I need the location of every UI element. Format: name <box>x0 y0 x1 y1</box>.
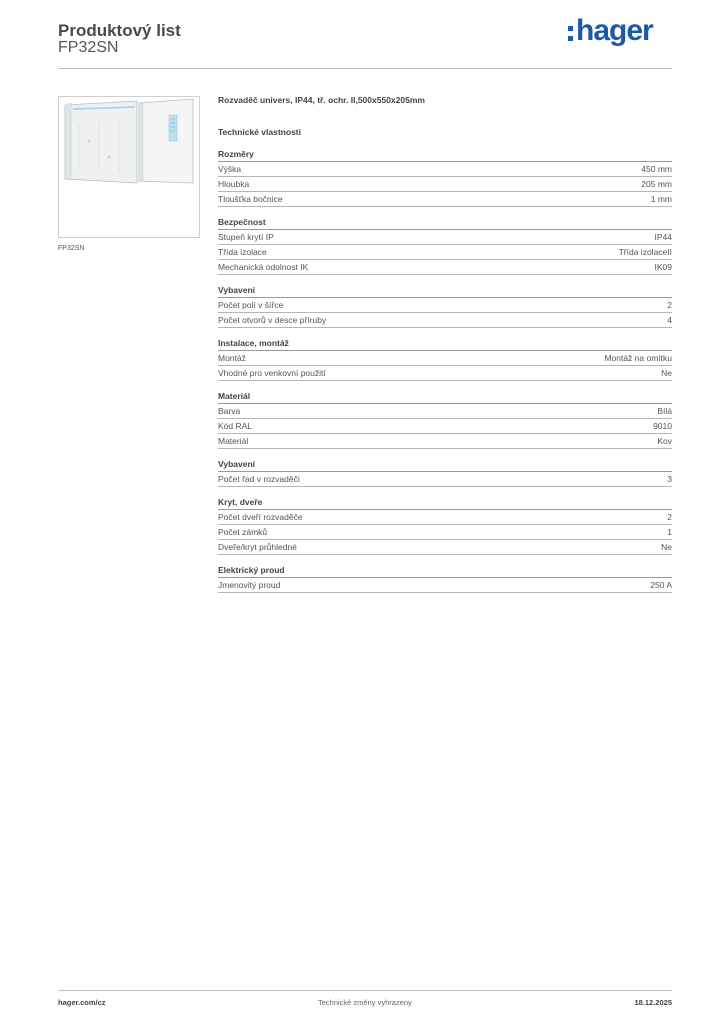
spec-row <box>218 434 672 449</box>
spec-label: Mechanická odolnost IK <box>218 262 309 272</box>
product-code: FP32SN <box>58 39 119 56</box>
spec-label: Třída izolace <box>218 247 267 257</box>
spec-label: Počet řad v rozvaděči <box>218 474 300 484</box>
spec-row <box>218 540 672 555</box>
spec-sections <box>218 148 672 593</box>
spec-section <box>218 337 672 381</box>
product-image <box>58 96 200 238</box>
logo-dots-icon <box>568 26 573 41</box>
section-title: Vybavení <box>218 458 672 472</box>
page-title: Produktový list <box>58 21 181 40</box>
spec-value: 1 mm <box>650 194 672 204</box>
spec-row <box>218 260 672 275</box>
spec-value: Ne <box>661 368 672 378</box>
footer-website-link[interactable]: hager.com/cz <box>58 998 106 1007</box>
spec-row <box>218 192 672 207</box>
spec-section <box>218 458 672 487</box>
logo-text: hager <box>576 14 653 47</box>
spec-label: Materiál <box>218 436 249 446</box>
spec-value: 3 <box>667 474 672 484</box>
spec-value: Třída izolaceII <box>618 247 672 257</box>
spec-label: Jmenovitý proud <box>218 580 281 590</box>
footer-notice: Technické změny vyhrazeny <box>318 998 412 1007</box>
spec-section <box>218 496 672 555</box>
spec-value: 9010 <box>653 421 672 431</box>
spec-label: Výška <box>218 164 242 174</box>
footer-divider <box>58 990 672 991</box>
spec-section <box>218 216 672 275</box>
spec-label: Vhodné pro venkovní použití <box>218 368 326 378</box>
spec-value: 450 mm <box>641 164 672 174</box>
spec-value: Bílá <box>657 406 672 416</box>
spec-row <box>218 404 672 419</box>
spec-row <box>218 366 672 381</box>
spec-row <box>218 298 672 313</box>
section-title: Instalace, montáž <box>218 337 672 351</box>
spec-section <box>218 564 672 593</box>
spec-value: 250 A <box>650 580 672 590</box>
spec-row <box>218 313 672 328</box>
spec-row <box>218 525 672 540</box>
section-title: Elektrický proud <box>218 564 672 578</box>
spec-value: 205 mm <box>641 179 672 189</box>
spec-label: Počet zámků <box>218 527 268 537</box>
spec-label: Hloubka <box>218 179 250 189</box>
spec-row <box>218 351 672 366</box>
spec-label: Kód RAL <box>218 421 253 431</box>
spec-value: Kov <box>657 436 672 446</box>
spec-row <box>218 177 672 192</box>
spec-label: Počet dveří rozvaděče <box>218 512 303 522</box>
section-title: Kryt, dveře <box>218 496 672 510</box>
spec-row <box>218 162 672 177</box>
spec-label: Počet polí v šířce <box>218 300 284 310</box>
spec-row <box>218 230 672 245</box>
hager-logo[interactable] <box>568 14 653 48</box>
section-title: Materiál <box>218 390 672 404</box>
spec-row <box>218 510 672 525</box>
spec-row <box>218 419 672 434</box>
section-title: Bezpečnost <box>218 216 672 230</box>
tech-properties-heading: Technické vlastnosti <box>218 127 301 137</box>
footer-date: 18.12.2025 <box>634 998 672 1007</box>
spec-value: Ne <box>661 542 672 552</box>
spec-section <box>218 148 672 207</box>
spec-section <box>218 284 672 328</box>
spec-label: Tloušťka bočnice <box>218 194 283 204</box>
spec-row <box>218 578 672 593</box>
specifications <box>218 95 672 602</box>
spec-row <box>218 245 672 260</box>
spec-label: Stupeň krytí IP <box>218 232 274 242</box>
spec-label: Barva <box>218 406 241 416</box>
section-title: Rozměry <box>218 148 672 162</box>
image-caption: FP32SN <box>58 245 85 252</box>
spec-label: Montáž <box>218 353 246 363</box>
spec-value: 1 <box>667 527 672 537</box>
header-divider <box>58 68 672 69</box>
spec-value: IK09 <box>654 262 672 272</box>
spec-value: 2 <box>667 300 672 310</box>
spec-value: Montáž na omítku <box>604 353 672 363</box>
spec-row <box>218 472 672 487</box>
spec-label: Počet otvorů v desce příruby <box>218 315 327 325</box>
section-title: Vybavení <box>218 284 672 298</box>
product-description: Rozvaděč univers, IP44, tř. ochr. II,500x550x205mm <box>218 95 425 105</box>
spec-value: 4 <box>667 315 672 325</box>
spec-section <box>218 390 672 449</box>
electrical-enclosure-image <box>59 97 199 237</box>
spec-value: 2 <box>667 512 672 522</box>
spec-label: Dveře/kryt průhledné <box>218 542 297 552</box>
spec-value: IP44 <box>654 232 672 242</box>
